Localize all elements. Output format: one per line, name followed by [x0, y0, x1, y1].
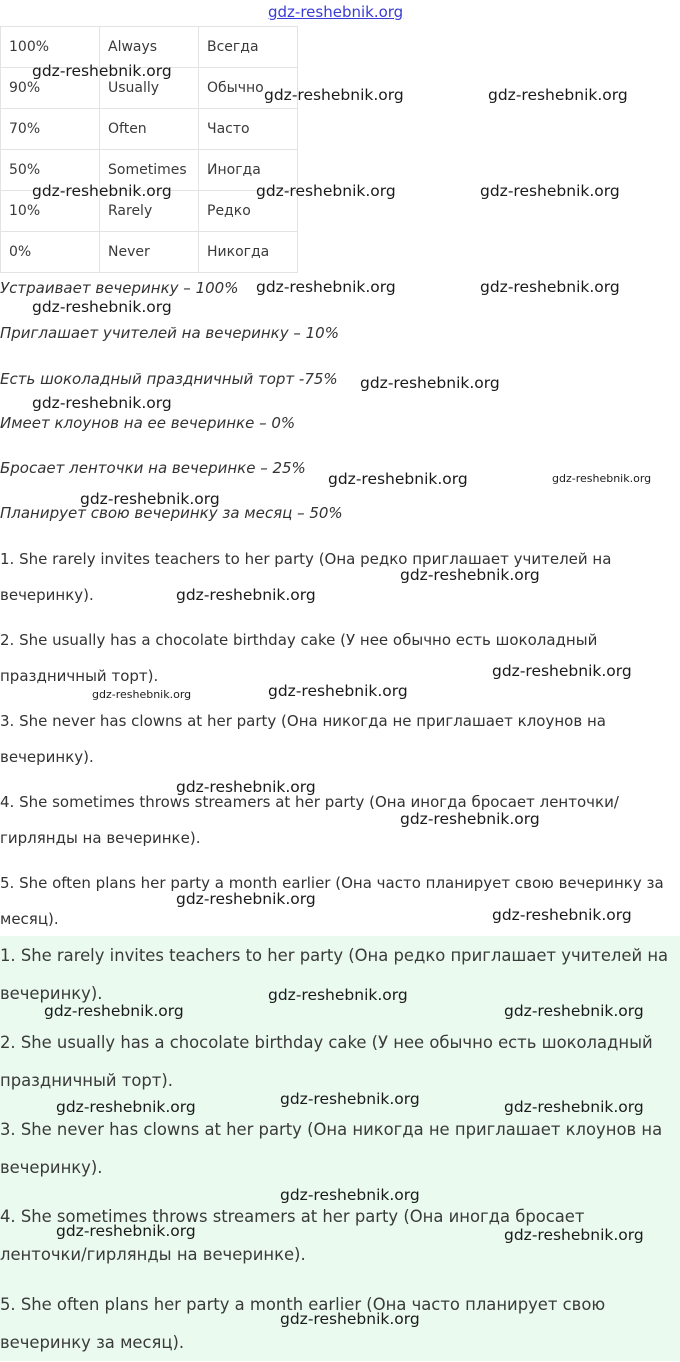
- watermark: gdz-reshebnik.org: [400, 810, 540, 828]
- table-row: [1, 109, 298, 150]
- translation-cell: Иногда: [199, 150, 298, 191]
- survey-line: Бросает ленточки на вечеринке – 25%: [0, 459, 306, 477]
- watermark: gdz-reshebnik.org: [552, 472, 652, 485]
- adverb-cell: Sometimes: [100, 150, 199, 191]
- list-item: 2. She usually has a chocolate birthday cake (У нее обычно есть шоколадный праздничный торт).: [0, 631, 598, 685]
- percent-cell: 50%: [1, 150, 100, 191]
- percent-cell: 90%: [1, 68, 100, 109]
- watermark: gdz-reshebnik.org: [480, 182, 620, 200]
- list-item: 1. She rarely invites teachers to her party (Она редко приглашает учителей на вечеринку).: [0, 550, 612, 604]
- table-row: [1, 232, 298, 273]
- translation-cell: Обычно: [199, 68, 298, 109]
- watermark: gdz-reshebnik.org: [268, 682, 408, 700]
- watermark: gdz-reshebnik.org: [56, 1098, 196, 1116]
- adverb-cell: Usually: [100, 68, 199, 109]
- translation-cell: Часто: [199, 109, 298, 150]
- watermark: gdz-reshebnik.org: [256, 182, 396, 200]
- adverb-cell: Often: [100, 109, 199, 150]
- answer-item: 4. She sometimes throws streamers at her party (Она иногда бросает ленточки/гирлянды на вечеринке).: [0, 1207, 585, 1264]
- watermark: gdz-reshebnik.org: [264, 86, 404, 104]
- translation-cell: Редко: [199, 191, 298, 232]
- watermark: gdz-reshebnik.org: [176, 778, 316, 796]
- watermark: gdz-reshebnik.org: [480, 278, 620, 296]
- survey-line: Приглашает учителей на вечеринку – 10%: [0, 324, 339, 342]
- watermark: gdz-reshebnik.org: [80, 490, 220, 508]
- translation-cell: Никогда: [199, 232, 298, 273]
- percent-cell: 100%: [1, 27, 100, 68]
- answer-item: 1. She rarely invites teachers to her party (Она редко приглашает учителей на вечеринку).: [0, 946, 669, 1003]
- list-item: 5. She often plans her party a month earlier (Она часто планирует свою вечеринку за месяц).: [0, 874, 664, 928]
- translation-cell: Всегда: [199, 27, 298, 68]
- answer-item: 2. She usually has a chocolate birthday cake (У нее обычно есть шоколадный праздничный торт).: [0, 1033, 653, 1090]
- watermark: gdz-reshebnik.org: [504, 1098, 644, 1116]
- watermark: gdz-reshebnik.org: [488, 86, 628, 104]
- watermark: gdz-reshebnik.org: [360, 374, 500, 392]
- watermark: gdz-reshebnik.org: [280, 1310, 420, 1328]
- watermark: gdz-reshebnik.org: [492, 662, 632, 680]
- watermark: gdz-reshebnik.org: [256, 278, 396, 296]
- percent-cell: 10%: [1, 191, 100, 232]
- watermark: gdz-reshebnik.org: [504, 1002, 644, 1020]
- survey-line: Устраивает вечеринку – 100%: [0, 279, 239, 297]
- watermark: gdz-reshebnik.org: [32, 394, 172, 412]
- watermark: gdz-reshebnik.org: [32, 182, 172, 200]
- percent-cell: 0%: [1, 232, 100, 273]
- survey-line: Имеет клоунов на ее вечеринке – 0%: [0, 414, 296, 432]
- watermark: gdz-reshebnik.org: [92, 688, 192, 701]
- survey-line: Есть шоколадный праздничный торт -75%: [0, 370, 338, 388]
- watermark: gdz-reshebnik.org: [32, 298, 172, 316]
- watermark: gdz-reshebnik.org: [56, 1222, 196, 1240]
- answer-item: 3. She never has clowns at her party (Она никогда не приглашает клоунов на вечеринку).: [0, 1120, 663, 1177]
- watermark: gdz-reshebnik.org: [492, 906, 632, 924]
- watermark: gdz-reshebnik.org: [280, 1090, 420, 1108]
- adverb-cell: Rarely: [100, 191, 199, 232]
- watermark: gdz-reshebnik.org: [400, 566, 540, 584]
- adverb-cell: Always: [100, 27, 199, 68]
- answer-item: 5. She often plans her party a month earlier (Она часто планирует свою вечеринку за месяц).: [0, 1295, 606, 1352]
- adverb-cell: Never: [100, 232, 199, 273]
- list-item: 4. She sometimes throws streamers at her party (Она иногда бросает ленточки/ гирлянды на вечеринке).: [0, 793, 619, 847]
- watermark: gdz-reshebnik.org: [32, 62, 172, 80]
- percent-cell: 70%: [1, 109, 100, 150]
- watermark: gdz-reshebnik.org: [44, 1002, 184, 1020]
- survey-line: Планирует свою вечеринку за месяц – 50%: [0, 504, 343, 522]
- watermark: gdz-reshebnik.org: [504, 1226, 644, 1244]
- watermark: gdz-reshebnik.org: [176, 890, 316, 908]
- watermark: gdz-reshebnik.org: [268, 986, 408, 1004]
- list-item: 3. She never has clowns at her party (Она никогда не приглашает клоунов на вечеринку).: [0, 712, 606, 766]
- watermark: gdz-reshebnik.org: [328, 470, 468, 488]
- site-header-link[interactable]: gdz-reshebnik.org: [268, 3, 404, 21]
- watermark: gdz-reshebnik.org: [176, 586, 316, 604]
- watermark: gdz-reshebnik.org: [280, 1186, 420, 1204]
